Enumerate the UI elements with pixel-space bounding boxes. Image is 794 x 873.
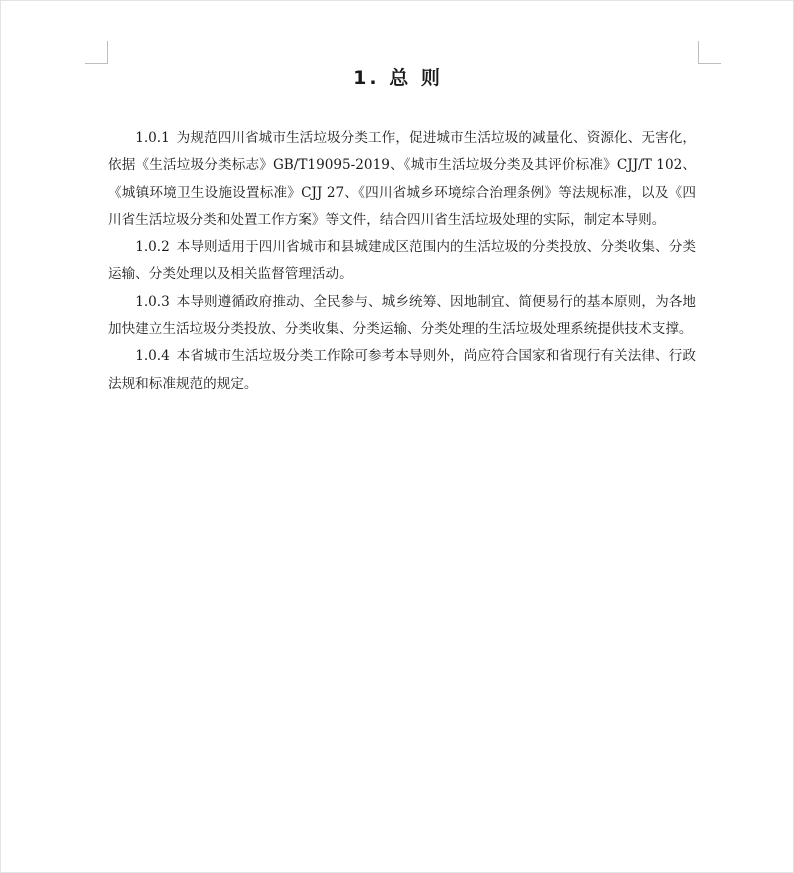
clause-number: 1.0.1 xyxy=(135,130,170,146)
section-title: 1. 总 则 xyxy=(353,67,443,89)
paragraph-1-0-2 xyxy=(108,234,696,289)
clause-number: 1.0.3 xyxy=(135,293,170,310)
clause-text: 本导则适用于四川省城市和县城建成区范围内的生活垃圾的分类投放、分类收集、分类运输、分类处理以及相关监督管理活动。 xyxy=(108,239,696,283)
clause-text: 本省城市生活垃圾分类工作除可参考本导则外，尚应符合国家和省现行有关法律、行政法规和标准规范的规定。 xyxy=(108,348,696,392)
document-body xyxy=(108,125,696,398)
crop-mark-top-left xyxy=(85,41,108,64)
clause-number: 1.0.2 xyxy=(135,239,170,256)
paragraph-1-0-4 xyxy=(108,343,696,398)
clause-number: 1.0.4 xyxy=(135,348,170,365)
paragraph-1-0-3 xyxy=(108,289,696,344)
clause-text: 为规范四川省城市生活垃圾分类工作，促进城市生活垃圾的减量化、资源化、无害化，依据《生活垃圾分类标志》GB/T19095-2019、《城市生活垃圾分类及其评价标准》CJJ/T 102、《城镇环境卫生设施设置标准》CJJ 27、《四川省城乡环境综合治理条例》等法规标准，以及《四川省生活垃圾分类和处置工作方案》等文件，结合四川省生活垃圾处理的实际，制定本导则。 xyxy=(108,130,696,228)
crop-mark-top-right xyxy=(698,41,721,64)
clause-text: 本导则遵循政府推动、全民参与、城乡统筹、因地制宜、简便易行的基本原则，为各地加快建立生活垃圾分类投放、分类收集、分类运输、分类处理的生活垃圾处理系统提供技术支撑。 xyxy=(108,293,696,338)
paragraph-1-0-1 xyxy=(108,125,696,234)
